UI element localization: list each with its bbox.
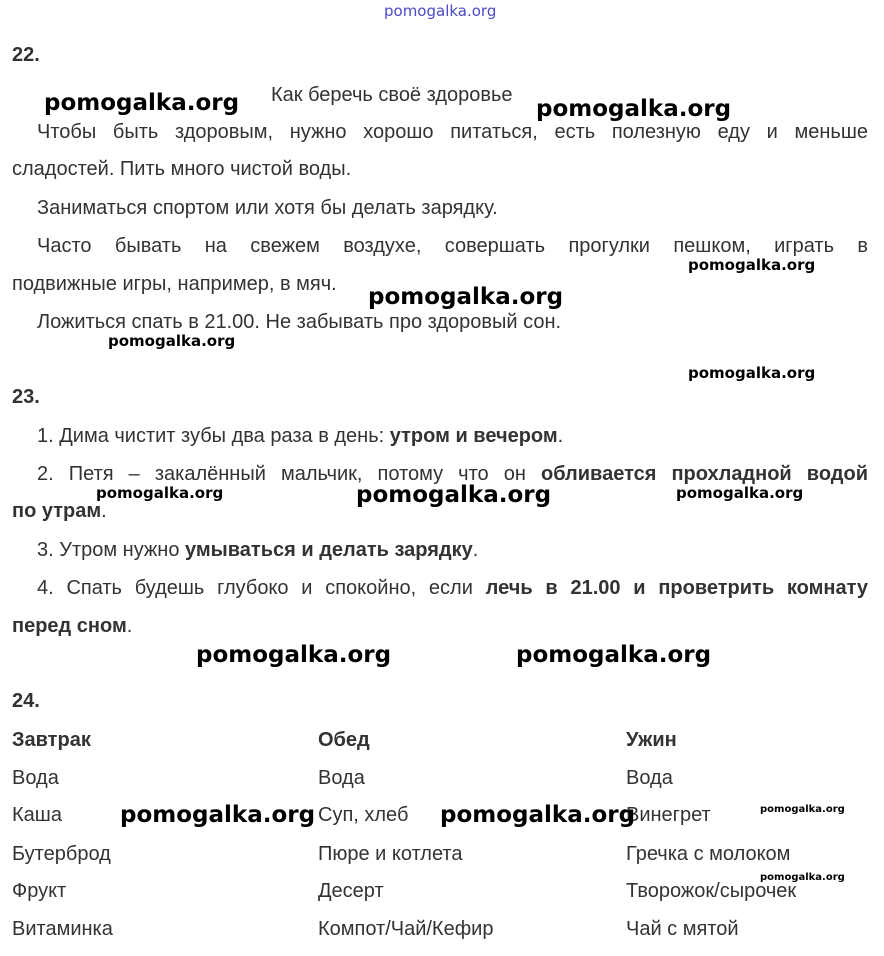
menu-item: Бутерброд	[12, 843, 111, 865]
menu-item: Чай с мятой	[626, 918, 739, 940]
task-22-p2: Заниматься спортом или хотя бы делать зарядку.	[37, 197, 498, 219]
watermark: pomogalka.org	[356, 482, 552, 508]
task-23-number: 23.	[12, 386, 40, 408]
task-22-p4: Ложиться спать в 21.00. Не забывать про здоровый сон.	[37, 311, 562, 333]
task-22-p1-line1: Чтобы быть здоровым, нужно хорошо питаться, есть полезную еду и меньше	[37, 121, 868, 143]
watermark: pomogalka.org	[108, 332, 236, 350]
task-23-sentence-4-line1: 4. Спать будешь глубоко и спокойно, если лечь в 21.00 и проветрить комнату	[37, 577, 869, 599]
watermark: pomogalka.org	[44, 90, 240, 116]
task-22-p1-line2: сладостей. Пить много чистой воды.	[12, 158, 352, 180]
watermark: pomogalka.org	[760, 872, 845, 883]
task-23-sentence-2-line2: по утрам.	[12, 500, 107, 522]
menu-item: Творожок/сырочек	[626, 880, 797, 902]
task-23-sentence-1: 1. Дима чистит зубы два раза в день: утром и вечером.	[37, 425, 564, 447]
watermark: pomogalka.org	[676, 484, 804, 502]
menu-header-lunch: Обед	[318, 729, 370, 751]
task-22-p3-line2: подвижные игры, например, в мяч.	[12, 273, 337, 295]
menu-item: Вода	[12, 767, 59, 789]
watermark-top: pomogalka.org	[384, 2, 497, 20]
menu-item: Гречка с молоком	[626, 843, 791, 865]
task-23-sentence-2-line1: 2. Петя – закалённый мальчик, потому что он обливается прохладной водой	[37, 463, 868, 485]
watermark: pomogalka.org	[688, 256, 816, 274]
menu-item: Вода	[626, 767, 673, 789]
task-22-p3-line1: Часто бывать на свежем воздухе, совершать прогулки пешком, играть в	[37, 235, 868, 257]
task-22-number: 22.	[12, 44, 40, 66]
watermark: pomogalka.org	[96, 484, 224, 502]
watermark: pomogalka.org	[368, 284, 564, 310]
watermark: pomogalka.org	[440, 802, 636, 828]
menu-header-dinner: Ужин	[626, 729, 677, 751]
watermark: pomogalka.org	[120, 802, 316, 828]
menu-header-breakfast: Завтрак	[12, 729, 91, 751]
menu-item: Вода	[318, 767, 365, 789]
menu-item: Винегрет	[626, 804, 711, 826]
watermark: pomogalka.org	[516, 642, 712, 668]
menu-item: Каша	[12, 804, 62, 826]
menu-item: Компот/Чай/Кефир	[318, 918, 494, 940]
watermark: pomogalka.org	[196, 642, 392, 668]
task-22-title: Как беречь своё здоровье	[271, 84, 513, 106]
menu-item: Десерт	[318, 880, 384, 902]
watermark: pomogalka.org	[536, 96, 732, 122]
watermark: pomogalka.org	[760, 804, 845, 815]
task-24-number: 24.	[12, 690, 40, 712]
menu-item: Суп, хлеб	[318, 804, 409, 826]
menu-item: Пюре и котлета	[318, 843, 463, 865]
task-23-sentence-3: 3. Утром нужно умываться и делать зарядку.	[37, 539, 479, 561]
menu-item: Витаминка	[12, 918, 113, 940]
task-23-sentence-4-line2: перед сном.	[12, 615, 133, 637]
menu-item: Фрукт	[12, 880, 67, 902]
watermark: pomogalka.org	[688, 364, 816, 382]
